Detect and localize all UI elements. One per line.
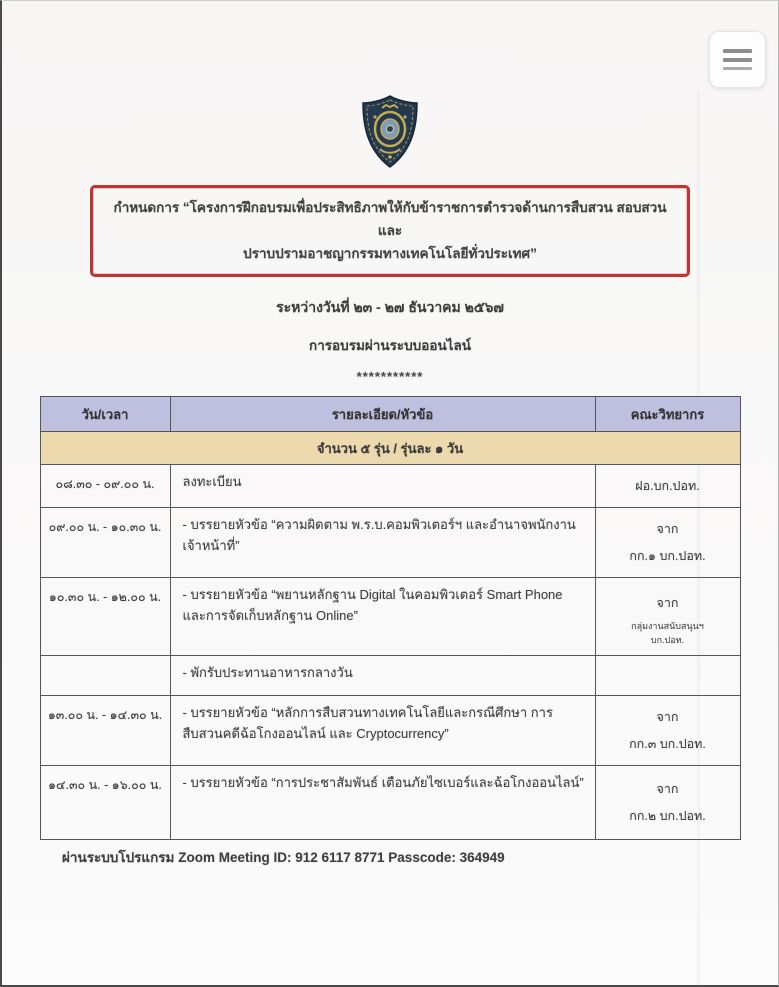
speaker-line: จาก [656, 522, 679, 536]
speaker-line: จาก [656, 596, 679, 611]
detail-cell: ลงทะเบียน [170, 465, 595, 508]
table-row [40, 656, 740, 696]
time-cell: ๑๓.๐๐ น. - ๑๔.๓๐ น. [40, 696, 170, 766]
subtitle-line: การอบรมผ่านระบบออนไลน์ [309, 338, 471, 353]
detail-cell: - บรรยายหัวข้อ “การประชาสัมพันธ์ เตือนภัยไซเบอร์และฉ้อโกงออนไลน์” [170, 766, 595, 840]
detail-cell: - บรรยายหัวข้อ “พยานหลักฐาน Digital ในคอมพิวเตอร์ Smart Phone และการจัดเก็บหลักฐาน Online” [170, 578, 595, 656]
table-header-row [40, 397, 740, 432]
time-cell: ๑๐.๓๐ น. - ๑๒.๐๐ น. [40, 578, 170, 656]
speaker-line: ฝอ.บก.ปอท. [635, 479, 700, 493]
detail-cell: - บรรยายหัวข้อ “ความผิดตาม พ.ร.บ.คอมพิวเตอร์ฯ และอำนาจพนักงานเจ้าหน้าที่” [170, 508, 595, 578]
speaker-line: กก.๒ บก.ปอท. [629, 809, 706, 823]
police-emblem-logo [2, 95, 778, 169]
date-line: ระหว่างวันที่ ๒๓ - ๒๗ ธันวาคม ๒๕๖๗ [276, 299, 504, 315]
column-header-details: รายละเอียด/หัวข้อ [170, 397, 595, 432]
time-cell [40, 656, 170, 696]
column-header-speakers: คณะวิทยากร [595, 397, 740, 432]
speaker-line: กลุ่มงานสนับสนุนฯ [631, 621, 704, 632]
menu-button[interactable] [709, 31, 766, 88]
column-header-day-time: วัน/เวลา [40, 397, 170, 432]
table-row [40, 766, 740, 840]
document-page [2, 1, 778, 985]
table-banner-row [40, 432, 740, 465]
speaker-line: จาก [656, 710, 679, 724]
separator-line: *********** [356, 369, 424, 384]
speaker-cell [595, 766, 740, 840]
zoom-meeting-info: ผ่านระบบโปรแกรม Zoom Meeting ID: 912 6117 8771 Passcode: 364949 [62, 850, 505, 865]
menu-bar [723, 49, 752, 53]
title-highlight-box [90, 185, 690, 277]
hamburger-menu-icon [723, 49, 752, 70]
table-row [40, 578, 740, 656]
speaker-cell [595, 508, 740, 578]
speaker-line: บก.ปอท. [650, 634, 685, 645]
police-emblem-svg [360, 95, 420, 169]
speaker-line: กก.๓ บก.ปอท. [629, 737, 706, 751]
document-title-line1: กำหนดการ “โครงการฝึกอบรมเพื่อประสิทธิภาพให้กับข้าราชการตำรวจด้านการสืบสวน สอบสวนและ [113, 200, 667, 238]
document-title-line2: ปราบปรามอาชญากรรมทางเทคโนโลยีทั่วประเทศ” [243, 246, 537, 261]
speaker-line: กก.๑ บก.ปอท. [629, 549, 706, 563]
table-row [40, 696, 740, 766]
table-row [40, 465, 740, 508]
speaker-cell [595, 465, 740, 508]
detail-cell: - บรรยายหัวข้อ “หลักการสืบสวนทางเทคโนโลยีและกรณีศึกษา การสืบสวนคดีฉ้อโกงออนไลน์ และ Cryptocurrency” [170, 696, 595, 766]
menu-bar [723, 67, 752, 70]
speaker-cell [595, 578, 740, 656]
detail-cell: - พักรับประทานอาหารกลางวัน [170, 656, 595, 696]
speaker-cell [595, 696, 740, 766]
time-cell: ๐๘.๓๐ - ๐๙.๐๐ น. [40, 465, 170, 508]
speaker-cell [595, 656, 740, 696]
menu-bar [723, 58, 752, 62]
table-banner: จำนวน ๕ รุ่น / รุ่นละ ๑ วัน [40, 432, 740, 465]
speaker-line: จาก [656, 782, 679, 796]
schedule-table [40, 396, 741, 840]
table-row [40, 508, 740, 578]
time-cell: ๑๔.๓๐ น. - ๑๖.๐๐ น. [40, 766, 170, 840]
time-cell: ๐๙.๐๐ น. - ๑๐.๓๐ น. [40, 508, 170, 578]
